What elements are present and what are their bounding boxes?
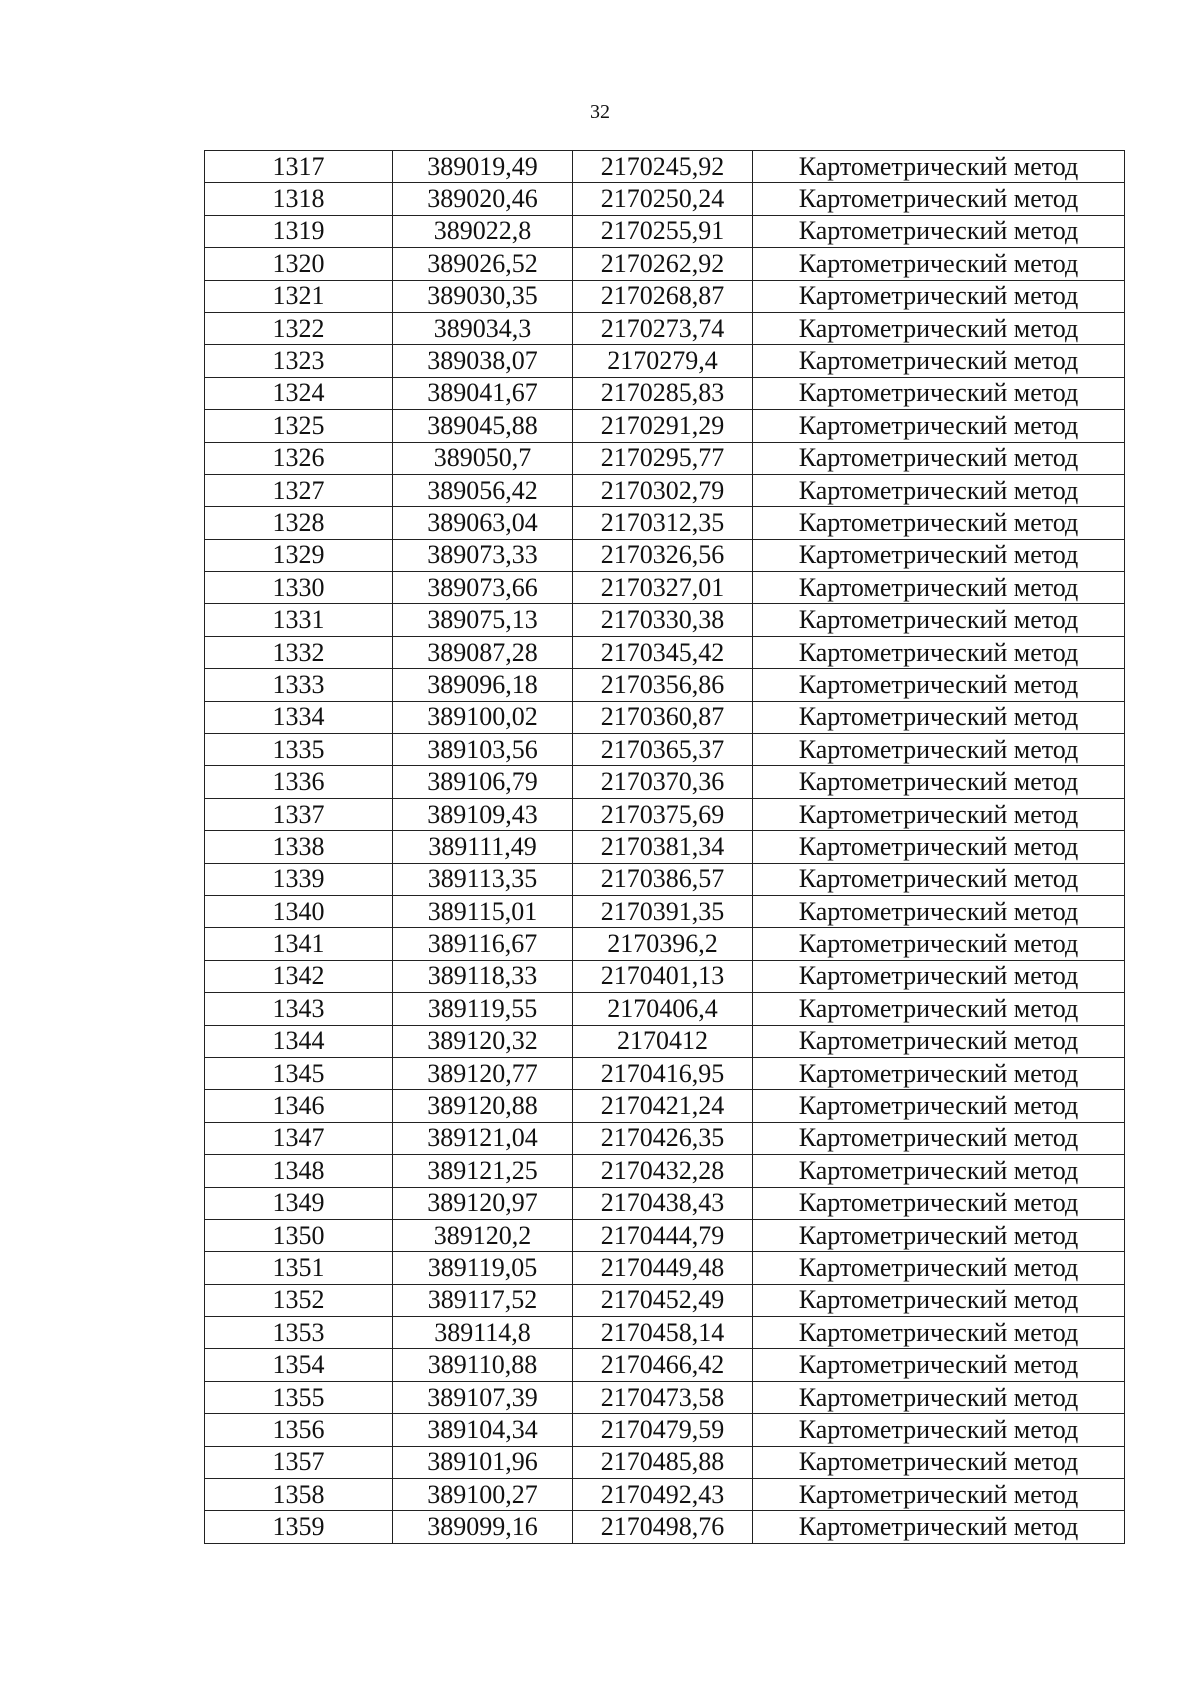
method-cell: Картометрический метод [753,895,1125,927]
x-coordinate-cell: 389100,27 [393,1479,573,1511]
x-coordinate-cell: 389119,55 [393,993,573,1025]
x-coordinate-cell: 389020,46 [393,183,573,215]
table-row [205,1219,1125,1251]
y-coordinate-cell: 2170273,74 [573,312,753,344]
point-number-cell: 1333 [205,669,393,701]
page-number: 32 [590,101,610,123]
x-coordinate-cell: 389045,88 [393,410,573,442]
y-coordinate-cell: 2170438,43 [573,1187,753,1219]
y-coordinate-cell: 2170444,79 [573,1219,753,1251]
point-number-cell: 1340 [205,895,393,927]
method-cell: Картометрический метод [753,1349,1125,1381]
point-number-cell: 1332 [205,636,393,668]
method-cell: Картометрический метод [753,1057,1125,1089]
point-number-cell: 1338 [205,831,393,863]
y-coordinate-cell: 2170327,01 [573,572,753,604]
method-cell: Картометрический метод [753,507,1125,539]
y-coordinate-cell: 2170345,42 [573,636,753,668]
point-number-cell: 1328 [205,507,393,539]
point-number-cell: 1324 [205,377,393,409]
point-number-cell: 1350 [205,1219,393,1251]
table-row [205,1057,1125,1089]
table-row [205,1511,1125,1543]
y-coordinate-cell: 2170302,79 [573,474,753,506]
method-cell: Картометрический метод [753,248,1125,280]
method-cell: Картометрический метод [753,863,1125,895]
table-row [205,1252,1125,1284]
table-row [205,442,1125,474]
y-coordinate-cell: 2170375,69 [573,798,753,830]
y-coordinate-cell: 2170330,38 [573,604,753,636]
table-row [205,1187,1125,1219]
y-coordinate-cell: 2170492,43 [573,1479,753,1511]
y-coordinate-cell: 2170421,24 [573,1090,753,1122]
x-coordinate-cell: 389087,28 [393,636,573,668]
x-coordinate-cell: 389119,05 [393,1252,573,1284]
y-coordinate-cell: 2170291,29 [573,410,753,442]
x-coordinate-cell: 389109,43 [393,798,573,830]
point-number-cell: 1343 [205,993,393,1025]
table-row [205,669,1125,701]
table-row [205,928,1125,960]
x-coordinate-cell: 389121,25 [393,1155,573,1187]
table-row [205,1349,1125,1381]
method-cell: Картометрический метод [753,1284,1125,1316]
table-row [205,993,1125,1025]
x-coordinate-cell: 389101,96 [393,1446,573,1478]
method-cell: Картометрический метод [753,215,1125,247]
table-row [205,280,1125,312]
method-cell: Картометрический метод [753,280,1125,312]
y-coordinate-cell: 2170285,83 [573,377,753,409]
y-coordinate-cell: 2170365,37 [573,734,753,766]
point-number-cell: 1327 [205,474,393,506]
x-coordinate-cell: 389026,52 [393,248,573,280]
point-number-cell: 1359 [205,1511,393,1543]
y-coordinate-cell: 2170406,4 [573,993,753,1025]
x-coordinate-cell: 389038,07 [393,345,573,377]
x-coordinate-cell: 389030,35 [393,280,573,312]
table-row [205,1381,1125,1413]
x-coordinate-cell: 389050,7 [393,442,573,474]
x-coordinate-cell: 389115,01 [393,895,573,927]
table-row [205,410,1125,442]
x-coordinate-cell: 389111,49 [393,831,573,863]
y-coordinate-cell: 2170396,2 [573,928,753,960]
y-coordinate-cell: 2170356,86 [573,669,753,701]
point-number-cell: 1351 [205,1252,393,1284]
x-coordinate-cell: 389034,3 [393,312,573,344]
x-coordinate-cell: 389019,49 [393,151,573,183]
method-cell: Картометрический метод [753,377,1125,409]
point-number-cell: 1317 [205,151,393,183]
method-cell: Картометрический метод [753,604,1125,636]
y-coordinate-cell: 2170412 [573,1025,753,1057]
method-cell: Картометрический метод [753,1025,1125,1057]
method-cell: Картометрический метод [753,669,1125,701]
point-number-cell: 1354 [205,1349,393,1381]
y-coordinate-cell: 2170391,35 [573,895,753,927]
table-row [205,895,1125,927]
x-coordinate-cell: 389118,33 [393,960,573,992]
method-cell: Картометрический метод [753,1446,1125,1478]
method-cell: Картометрический метод [753,312,1125,344]
method-cell: Картометрический метод [753,151,1125,183]
table-row [205,377,1125,409]
point-number-cell: 1347 [205,1122,393,1154]
table-row [205,1414,1125,1446]
x-coordinate-cell: 389121,04 [393,1122,573,1154]
method-cell: Картометрический метод [753,442,1125,474]
table-row [205,183,1125,215]
y-coordinate-cell: 2170370,36 [573,766,753,798]
table-row [205,345,1125,377]
x-coordinate-cell: 389100,02 [393,701,573,733]
method-cell: Картометрический метод [753,1511,1125,1543]
point-number-cell: 1323 [205,345,393,377]
x-coordinate-cell: 389113,35 [393,863,573,895]
point-number-cell: 1325 [205,410,393,442]
point-number-cell: 1335 [205,734,393,766]
method-cell: Картометрический метод [753,993,1125,1025]
table-row [205,248,1125,280]
method-cell: Картометрический метод [753,928,1125,960]
point-number-cell: 1331 [205,604,393,636]
y-coordinate-cell: 2170360,87 [573,701,753,733]
table-row [205,1446,1125,1478]
table-row [205,1025,1125,1057]
method-cell: Картометрический метод [753,1187,1125,1219]
point-number-cell: 1341 [205,928,393,960]
method-cell: Картометрический метод [753,345,1125,377]
y-coordinate-cell: 2170498,76 [573,1511,753,1543]
table-row [205,572,1125,604]
y-coordinate-cell: 2170458,14 [573,1317,753,1349]
point-number-cell: 1334 [205,701,393,733]
table-row [205,766,1125,798]
method-cell: Картометрический метод [753,1381,1125,1413]
x-coordinate-cell: 389120,32 [393,1025,573,1057]
method-cell: Картометрический метод [753,474,1125,506]
method-cell: Картометрический метод [753,1414,1125,1446]
method-cell: Картометрический метод [753,539,1125,571]
x-coordinate-cell: 389096,18 [393,669,573,701]
y-coordinate-cell: 2170426,35 [573,1122,753,1154]
y-coordinate-cell: 2170485,88 [573,1446,753,1478]
point-number-cell: 1320 [205,248,393,280]
table-row [205,507,1125,539]
point-number-cell: 1357 [205,1446,393,1478]
y-coordinate-cell: 2170466,42 [573,1349,753,1381]
x-coordinate-cell: 389116,67 [393,928,573,960]
table-row [205,798,1125,830]
y-coordinate-cell: 2170326,56 [573,539,753,571]
y-coordinate-cell: 2170452,49 [573,1284,753,1316]
table-row [205,1122,1125,1154]
y-coordinate-cell: 2170250,24 [573,183,753,215]
point-number-cell: 1318 [205,183,393,215]
table-row [205,312,1125,344]
x-coordinate-cell: 389099,16 [393,1511,573,1543]
y-coordinate-cell: 2170401,13 [573,960,753,992]
method-cell: Картометрический метод [753,1479,1125,1511]
x-coordinate-cell: 389120,2 [393,1219,573,1251]
y-coordinate-cell: 2170245,92 [573,151,753,183]
table-row [205,1090,1125,1122]
method-cell: Картометрический метод [753,798,1125,830]
point-number-cell: 1344 [205,1025,393,1057]
table-row [205,604,1125,636]
x-coordinate-cell: 389075,13 [393,604,573,636]
method-cell: Картометрический метод [753,1090,1125,1122]
method-cell: Картометрический метод [753,1122,1125,1154]
y-coordinate-cell: 2170449,48 [573,1252,753,1284]
method-cell: Картометрический метод [753,572,1125,604]
x-coordinate-cell: 389022,8 [393,215,573,247]
point-number-cell: 1326 [205,442,393,474]
x-coordinate-cell: 389110,88 [393,1349,573,1381]
point-number-cell: 1346 [205,1090,393,1122]
point-number-cell: 1348 [205,1155,393,1187]
y-coordinate-cell: 2170295,77 [573,442,753,474]
point-number-cell: 1337 [205,798,393,830]
table-row [205,863,1125,895]
table-row [205,215,1125,247]
y-coordinate-cell: 2170432,28 [573,1155,753,1187]
table-row [205,636,1125,668]
y-coordinate-cell: 2170473,58 [573,1381,753,1413]
point-number-cell: 1339 [205,863,393,895]
x-coordinate-cell: 389117,52 [393,1284,573,1316]
point-number-cell: 1322 [205,312,393,344]
y-coordinate-cell: 2170381,34 [573,831,753,863]
point-number-cell: 1336 [205,766,393,798]
x-coordinate-cell: 389120,77 [393,1057,573,1089]
x-coordinate-cell: 389063,04 [393,507,573,539]
point-number-cell: 1321 [205,280,393,312]
method-cell: Картометрический метод [753,701,1125,733]
table-row [205,1284,1125,1316]
method-cell: Картометрический метод [753,410,1125,442]
point-number-cell: 1345 [205,1057,393,1089]
point-number-cell: 1352 [205,1284,393,1316]
x-coordinate-cell: 389114,8 [393,1317,573,1349]
method-cell: Картометрический метод [753,766,1125,798]
table-row [205,539,1125,571]
point-number-cell: 1355 [205,1381,393,1413]
table-row [205,1317,1125,1349]
method-cell: Картометрический метод [753,183,1125,215]
table-row [205,474,1125,506]
point-number-cell: 1342 [205,960,393,992]
coordinates-table [204,150,1125,1544]
y-coordinate-cell: 2170312,35 [573,507,753,539]
x-coordinate-cell: 389104,34 [393,1414,573,1446]
x-coordinate-cell: 389056,42 [393,474,573,506]
y-coordinate-cell: 2170255,91 [573,215,753,247]
method-cell: Картометрический метод [753,1252,1125,1284]
method-cell: Картометрический метод [753,1219,1125,1251]
x-coordinate-cell: 389106,79 [393,766,573,798]
point-number-cell: 1356 [205,1414,393,1446]
table-row [205,151,1125,183]
point-number-cell: 1358 [205,1479,393,1511]
method-cell: Картометрический метод [753,636,1125,668]
x-coordinate-cell: 389103,56 [393,734,573,766]
table-row [205,1155,1125,1187]
y-coordinate-cell: 2170479,59 [573,1414,753,1446]
y-coordinate-cell: 2170279,4 [573,345,753,377]
coordinates-table-body [205,151,1125,1544]
point-number-cell: 1329 [205,539,393,571]
table-row [205,831,1125,863]
x-coordinate-cell: 389107,39 [393,1381,573,1413]
y-coordinate-cell: 2170386,57 [573,863,753,895]
point-number-cell: 1353 [205,1317,393,1349]
table-row [205,1479,1125,1511]
x-coordinate-cell: 389120,88 [393,1090,573,1122]
y-coordinate-cell: 2170262,92 [573,248,753,280]
point-number-cell: 1319 [205,215,393,247]
table-row [205,960,1125,992]
table-row [205,701,1125,733]
point-number-cell: 1330 [205,572,393,604]
method-cell: Картометрический метод [753,1155,1125,1187]
table-row [205,734,1125,766]
y-coordinate-cell: 2170416,95 [573,1057,753,1089]
x-coordinate-cell: 389073,33 [393,539,573,571]
x-coordinate-cell: 389120,97 [393,1187,573,1219]
point-number-cell: 1349 [205,1187,393,1219]
method-cell: Картометрический метод [753,960,1125,992]
x-coordinate-cell: 389041,67 [393,377,573,409]
method-cell: Картометрический метод [753,1317,1125,1349]
x-coordinate-cell: 389073,66 [393,572,573,604]
method-cell: Картометрический метод [753,831,1125,863]
method-cell: Картометрический метод [753,734,1125,766]
y-coordinate-cell: 2170268,87 [573,280,753,312]
